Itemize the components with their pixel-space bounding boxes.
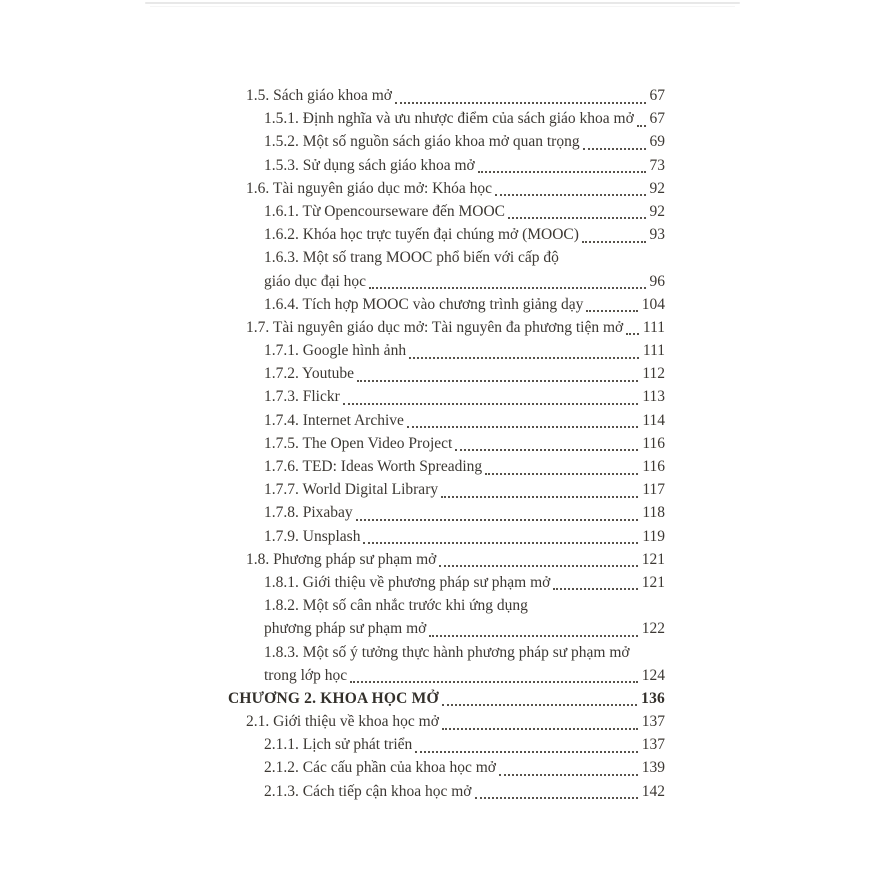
toc-entry-title: 1.7.3. Flickr — [264, 388, 340, 406]
toc-entry-title: 1.7.6. TED: Ideas Worth Spreading — [264, 458, 483, 475]
toc-entry — [228, 339, 665, 362]
dot-leader — [455, 434, 638, 452]
toc-entry-page-number: 118 — [642, 504, 665, 522]
toc-entry-title: trong lớp học — [264, 666, 348, 684]
toc-entry — [228, 84, 665, 107]
toc-entry — [228, 223, 665, 246]
toc-entry-title: 1.8.2. Một số cân nhắc trước khi ứng dụng — [264, 597, 528, 615]
toc-entry-title: 1.7.5. The Open Video Project — [264, 434, 453, 452]
dot-leader — [409, 341, 639, 359]
toc-entry-title: 1.8.3. Một số ý tưởng thực hành phương pháp sư phạm mở — [264, 643, 630, 661]
toc-entry-title: 1.7.1. Google hình ảnh — [264, 342, 407, 360]
toc-entry-title: 1.6.1. Từ Opencourseware đến MOOC — [264, 202, 505, 220]
dot-leader — [499, 758, 638, 776]
dot-leader — [407, 411, 638, 429]
dot-leader — [415, 735, 637, 753]
toc-entry-page-number: 116 — [642, 458, 665, 475]
toc-entry — [228, 246, 665, 269]
toc-entry — [228, 200, 665, 223]
toc-entry-title: 1.6.3. Một số trang MOOC phổ biến với cấp độ — [264, 249, 559, 267]
dot-leader — [429, 619, 637, 637]
dot-leader — [442, 712, 638, 730]
toc-entry-title: 1.7.2. Youtube — [264, 365, 355, 383]
toc-entry — [228, 780, 665, 803]
toc-entry — [228, 107, 665, 130]
toc-entry-title: 1.7. Tài nguyên giáo dục mở: Tài nguyên đa phương tiện mở — [246, 318, 624, 336]
toc-entry-page-number: 112 — [642, 365, 665, 383]
toc-entry-title: 1.7.8. Pixabay — [264, 504, 353, 522]
dot-leader — [363, 527, 638, 545]
dot-leader — [369, 272, 645, 290]
dot-leader — [626, 318, 639, 336]
toc-entry-title: phương pháp sư phạm mở — [264, 620, 427, 638]
toc-entry-title: 2.1.3. Cách tiếp cận khoa học mở — [264, 782, 472, 800]
toc-entry — [228, 617, 665, 640]
toc-entry — [228, 594, 665, 617]
toc-entry-page-number: 73 — [649, 156, 665, 174]
toc-entry-page-number: 92 — [649, 202, 665, 220]
dot-leader — [439, 550, 637, 568]
toc-entry-title: 2.1.2. Các cấu phần của khoa học mở — [264, 759, 497, 777]
toc-entry-page-number: 92 — [649, 179, 665, 197]
toc-entry-page-number: 114 — [642, 411, 665, 429]
toc-entry-title: 1.5.1. Định nghĩa và ưu nhược điểm của sách giáo khoa mở — [264, 110, 634, 128]
toc-entry — [228, 548, 665, 571]
toc-entry-title: 1.6. Tài nguyên giáo dục mở: Khóa học — [246, 179, 492, 197]
toc-entry — [228, 571, 665, 594]
dot-leader — [508, 202, 646, 220]
toc-entry — [228, 385, 665, 408]
toc-entry-page-number: 117 — [642, 481, 665, 499]
toc-entry — [228, 710, 665, 733]
dot-leader — [356, 503, 639, 521]
dot-leader — [475, 782, 638, 800]
toc-entry — [228, 130, 665, 153]
toc-entry-title: CHƯƠNG 2. KHOA HỌC MỞ — [228, 689, 439, 707]
dot-leader — [637, 109, 646, 127]
toc-entry-title: 1.8. Phương pháp sư phạm mở — [246, 550, 437, 568]
toc-entry-title: 1.7.4. Internet Archive — [264, 411, 404, 429]
toc-chapter-entry — [228, 687, 665, 710]
page-top-edge-shadow — [150, 6, 735, 7]
toc-entry-title: 1.6.4. Tích hợp MOOC vào chương trình giảng dạy — [264, 295, 584, 313]
toc-entry-page-number: 67 — [649, 110, 665, 128]
toc-entry-title: 1.6.2. Khóa học trực tuyến đại chúng mở (MOOC) — [264, 226, 579, 244]
toc-entry — [228, 733, 665, 756]
dot-leader — [442, 689, 637, 707]
dot-leader — [395, 86, 646, 104]
toc-entry — [228, 432, 665, 455]
dot-leader — [357, 364, 638, 382]
toc-entry-page-number: 121 — [641, 573, 665, 591]
toc-entry-page-number: 113 — [642, 388, 665, 406]
dot-leader — [553, 573, 637, 591]
toc-entry-page-number: 119 — [642, 527, 665, 545]
toc-entry — [228, 270, 665, 293]
dot-leader — [583, 132, 646, 150]
dot-leader — [495, 179, 646, 197]
dot-leader — [582, 225, 646, 243]
toc-entry — [228, 177, 665, 200]
toc-entry-page-number: 67 — [649, 87, 665, 104]
toc-entry-page-number: 104 — [641, 295, 665, 313]
toc-entry — [228, 664, 665, 687]
dot-leader — [586, 295, 637, 313]
dot-leader — [478, 156, 646, 174]
toc-entry-page-number: 69 — [649, 133, 665, 151]
toc-entry — [228, 154, 665, 177]
toc-entry-page-number: 137 — [641, 713, 665, 731]
dot-leader — [441, 480, 638, 498]
toc-entry-title: 2.1.1. Lịch sử phát triển — [264, 736, 413, 754]
toc-entry — [228, 362, 665, 385]
toc-entry-page-number: 139 — [641, 759, 665, 777]
toc-entry — [228, 409, 665, 432]
toc-entry — [228, 525, 665, 548]
toc-entry-page-number: 96 — [649, 272, 665, 290]
toc-entry-title: 1.7.9. Unsplash — [264, 527, 361, 545]
toc-entry-page-number: 136 — [641, 689, 665, 707]
dot-leader — [350, 666, 638, 684]
toc-entry-page-number: 93 — [649, 226, 665, 244]
toc-entry — [228, 501, 665, 524]
toc-entry — [228, 316, 665, 339]
toc-entry — [228, 641, 665, 664]
toc-entry-title: 1.5. Sách giáo khoa mở — [246, 87, 392, 104]
toc-entry-title: 1.5.2. Một số nguồn sách giáo khoa mở quan trọng — [264, 133, 580, 151]
toc-entry-title: 1.8.1. Giới thiệu về phương pháp sư phạm mở — [264, 573, 551, 591]
toc-entry-page-number: 121 — [641, 550, 665, 568]
toc-entry-title: giáo dục đại học — [264, 272, 367, 290]
toc-entry-title: 1.5.3. Sử dụng sách giáo khoa mở — [264, 156, 475, 174]
toc-entry — [228, 455, 665, 478]
toc-entry-title: 1.7.7. World Digital Library — [264, 481, 439, 499]
toc-entry-page-number: 116 — [642, 434, 665, 452]
page-top-edge — [145, 2, 740, 4]
toc-entry-page-number: 122 — [641, 620, 665, 638]
toc-entry-page-number: 111 — [642, 318, 665, 336]
toc-entry — [228, 756, 665, 779]
toc-entry-page-number: 137 — [641, 736, 665, 754]
toc-entry-page-number: 142 — [641, 782, 665, 800]
table-of-contents — [228, 84, 665, 803]
toc-entry-title: 2.1. Giới thiệu về khoa học mở — [246, 713, 439, 731]
dot-leader — [343, 387, 639, 405]
toc-entry — [228, 478, 665, 501]
toc-entry — [228, 293, 665, 316]
toc-entry-page-number: 124 — [641, 666, 665, 684]
dot-leader — [485, 457, 638, 475]
toc-entry-page-number: 111 — [642, 342, 665, 360]
